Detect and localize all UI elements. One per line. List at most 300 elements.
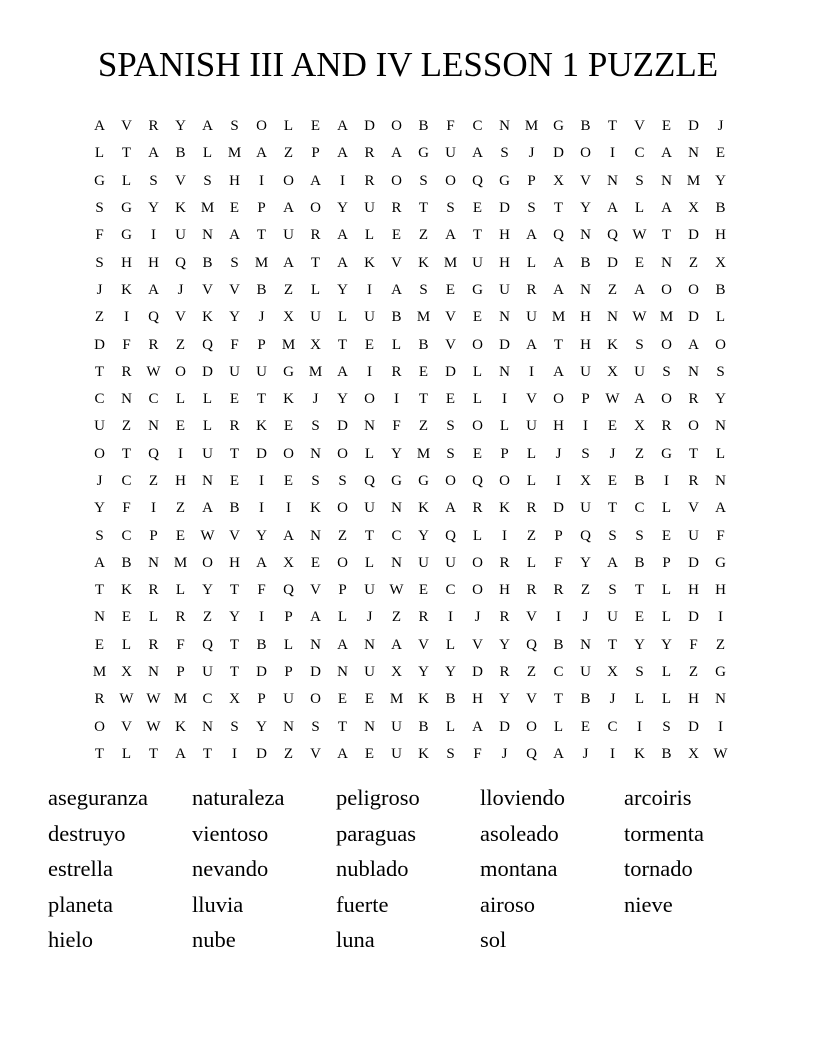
grid-letter: K [499,500,510,517]
grid-letter: W [119,691,134,708]
grid-letter: B [202,254,213,271]
grid-letter: K [634,745,645,762]
grid-letter: M [416,445,431,462]
grid-letter: S [527,200,536,217]
grid-letter: E [418,363,429,380]
grid-letter: D [310,664,321,681]
grid-letter: Y [499,636,510,653]
word-list-item: tornado [624,856,693,881]
grid-letter: P [581,391,590,408]
grid-letter: U [688,527,699,544]
grid-letter: H [688,582,699,599]
grid-letter: U [256,363,267,380]
grid-letter: C [607,718,618,735]
grid-letter: A [553,745,564,762]
grid-letter: O [337,554,348,571]
grid-letter: W [146,691,161,708]
grid-letter: E [580,718,591,735]
grid-letter: D [202,363,213,380]
grid-letter: M [227,145,242,162]
grid-row [86,441,734,468]
grid-letter: E [229,391,240,408]
grid-letter: O [661,336,672,353]
grid-letter: Q [472,172,483,189]
grid-letter: Y [148,200,159,217]
grid-letter: A [688,336,699,353]
grid-letter: D [688,118,699,135]
grid-letter: L [148,609,159,626]
grid-letter: E [445,391,456,408]
grid-letter: U [202,664,213,681]
grid-letter: F [176,636,185,653]
grid-letter: A [607,554,618,571]
grid-letter: T [256,227,267,244]
grid-letter: C [202,691,213,708]
grid-letter: O [688,281,699,298]
grid-letter: A [661,200,672,217]
grid-letter: U [445,145,456,162]
grid-letter: D [499,718,510,735]
grid-letter: D [499,200,510,217]
grid-letter: E [715,145,726,162]
grid-letter: V [310,745,321,762]
grid-letter: T [337,336,348,353]
grid-letter: I [367,363,372,380]
grid-letter: Z [121,418,132,435]
grid-letter: A [310,172,321,189]
grid-letter: M [173,554,188,571]
grid-letter: T [418,200,429,217]
grid-letter: A [607,200,618,217]
grid-letter: Z [526,664,537,681]
grid-letter: L [553,718,564,735]
grid-letter: H [499,254,510,271]
grid-letter: Y [337,391,348,408]
grid-letter: N [580,636,591,653]
grid-letter: E [445,281,456,298]
grid-letter: A [661,145,672,162]
grid-letter: Y [256,527,267,544]
grid-letter: O [256,118,267,135]
grid-letter: I [556,609,561,626]
grid-letter: F [95,227,104,244]
grid-letter: G [283,363,294,380]
grid-letter: O [580,145,591,162]
grid-letter: E [337,691,348,708]
grid-letter: Y [94,500,105,517]
grid-letter: X [553,172,564,189]
grid-letter: I [367,281,372,298]
grid-letter: A [337,745,348,762]
grid-letter: H [715,227,726,244]
grid-letter: D [445,363,456,380]
grid-letter: I [610,745,615,762]
grid-letter: L [364,554,375,571]
grid-letter: R [121,363,132,380]
grid-letter: B [634,473,645,489]
grid-row [86,140,734,167]
grid-letter: H [121,254,132,271]
grid-letter: G [472,281,483,298]
grid-letter: M [551,309,566,326]
grid-letter: D [553,145,564,162]
grid-letter: J [609,445,616,462]
grid-row [86,550,734,577]
grid-letter: U [580,500,591,517]
grid-letter: B [715,281,726,298]
grid-letter: V [526,609,537,626]
grid-letter: Z [580,582,591,599]
word-list-item: planeta [48,891,113,917]
grid-letter: Q [364,473,375,489]
grid-letter: Y [418,664,429,681]
grid-letter: X [580,473,591,489]
grid-letter: H [148,254,159,271]
grid-letter: X [634,418,645,435]
grid-letter: O [688,418,699,435]
grid-letter: B [391,309,402,326]
grid-letter: R [148,636,159,653]
grid-row [86,604,734,631]
grid-letter: Z [337,527,348,544]
grid-letter: B [121,554,132,571]
grid-letter: N [148,664,159,681]
grid-letter: S [203,172,212,189]
grid-letter: D [688,309,699,326]
grid-letter: I [259,609,264,626]
grid-letter: F [716,527,725,544]
grid-letter: J [96,281,103,298]
word-list-item: arcoiris [624,785,692,810]
grid-letter: A [283,254,294,271]
grid-letter: Z [688,664,699,681]
grid-letter: A [337,254,348,271]
grid-letter: R [553,582,564,599]
grid-letter: A [337,363,348,380]
grid-letter: N [364,718,375,735]
grid-letter: K [202,309,213,326]
grid-letter: V [580,172,591,189]
grid-letter: O [202,554,213,571]
grid-letter: C [634,500,645,517]
grid-letter: K [256,418,267,435]
grid-letter: T [229,445,240,462]
grid-letter: V [634,118,645,135]
grid-letter: A [391,281,402,298]
grid-letter: D [688,718,699,735]
grid-letter: J [717,118,724,135]
grid-letter: W [605,391,620,408]
grid-letter: G [715,664,726,681]
grid-letter: L [445,636,456,653]
grid-letter: U [580,363,591,380]
grid-letter: R [391,200,402,217]
word-list-item: aseguranza [48,785,148,810]
grid-letter: Y [715,391,726,408]
grid-letter: Z [715,636,726,653]
grid-letter: X [688,745,699,762]
grid-letter: J [501,745,508,762]
grid-letter: S [635,664,644,681]
grid-letter: D [472,664,483,681]
grid-letter: C [121,527,132,544]
grid-letter: Z [391,609,402,626]
grid-letter: Y [229,609,240,626]
word-list-item: asoleado [480,820,559,846]
word-list-item: estrella [48,856,113,881]
grid-letter: S [149,172,158,189]
grid-letter: B [715,200,726,217]
grid-letter: L [526,254,537,271]
grid-letter: T [553,336,564,353]
grid-letter: M [686,172,701,189]
grid-letter: R [418,609,429,626]
grid-letter: P [338,582,347,599]
grid-letter: A [337,636,348,653]
grid-letter: S [311,418,320,435]
grid-letter: O [175,363,186,380]
grid-letter: N [202,473,213,489]
grid-letter: R [148,118,159,135]
grid-letter: L [94,145,105,162]
grid-letter: R [499,609,510,626]
grid-letter: T [337,718,348,735]
grid-letter: D [256,664,267,681]
grid-letter: S [230,254,239,271]
grid-letter: E [94,636,105,653]
grid-letter: V [175,309,186,326]
grid-letter: V [202,281,213,298]
grid-letter: A [715,500,726,517]
grid-letter: A [94,554,105,571]
grid-letter: N [607,172,618,189]
grid-letter: O [661,281,672,298]
grid-letter: N [661,172,672,189]
grid-letter: T [661,227,672,244]
grid-letter: O [526,718,537,735]
grid-letter: E [229,473,240,489]
grid-letter: L [526,445,537,462]
grid-letter: N [202,227,213,244]
word-list-item: vientoso [192,820,269,846]
grid-letter: G [661,445,672,462]
grid-letter: E [310,554,321,571]
grid-letter: O [472,418,483,435]
grid-letter: Z [283,145,294,162]
grid-letter: E [472,309,483,326]
grid-letter: M [281,336,296,353]
grid-letter: T [553,200,564,217]
grid-letter: O [661,391,672,408]
grid-letter: S [716,363,725,380]
grid-letter: T [121,145,132,162]
grid-letter: D [553,500,564,517]
grid-letter: E [364,336,375,353]
grid-letter: R [310,227,321,244]
grid-letter: Z [526,527,537,544]
grid-letter: R [688,473,699,489]
grid-row [86,741,734,768]
grid-letter: D [337,418,348,435]
grid-letter: Q [148,309,159,326]
grid-letter: R [526,500,537,517]
grid-letter: N [121,391,132,408]
grid-letter: N [202,718,213,735]
grid-letter: I [259,500,264,517]
grid-letter: U [526,418,537,435]
letter-grid [86,113,734,768]
grid-letter: M [443,254,458,271]
grid-letter: K [418,691,429,708]
grid-letter: U [229,363,240,380]
grid-letter: E [175,527,186,544]
grid-letter: Y [580,200,591,217]
grid-letter: P [662,554,671,571]
grid-letter: U [634,363,645,380]
grid-letter: V [526,391,537,408]
grid-letter: G [121,200,132,217]
word-list-item: naturaleza [192,785,285,810]
grid-letter: F [257,582,266,599]
grid-letter: R [364,145,375,162]
grid-letter: P [149,527,158,544]
grid-letter: N [283,718,294,735]
grid-letter: S [419,172,428,189]
grid-letter: U [283,691,294,708]
grid-letter: K [607,336,618,353]
grid-letter: W [632,227,647,244]
grid-letter: I [394,391,399,408]
grid-letter: T [634,582,645,599]
grid-letter: S [608,582,617,599]
grid-letter: E [283,418,294,435]
grid-row [86,632,734,659]
grid-letter: N [580,281,591,298]
grid-letter: S [311,473,320,489]
word-list [48,780,768,958]
grid-letter: O [472,336,483,353]
grid-letter: X [607,363,618,380]
grid-letter: L [715,445,726,462]
grid-letter: S [230,718,239,735]
grid-letter: X [310,336,321,353]
grid-letter: Z [175,500,186,517]
grid-letter: B [256,281,267,298]
grid-letter: N [499,309,510,326]
grid-letter: B [553,636,564,653]
grid-letter: O [445,172,456,189]
grid-letter: K [418,500,429,517]
grid-letter: T [418,391,429,408]
grid-letter: N [499,118,510,135]
grid-letter: U [364,200,375,217]
grid-letter: U [175,227,186,244]
grid-letter: I [610,145,615,162]
grid-letter: B [580,254,591,271]
grid-letter: Q [175,254,186,271]
grid-letter: I [124,309,129,326]
grid-letter: Q [526,636,537,653]
grid-letter: K [418,254,429,271]
grid-letter: L [364,227,375,244]
grid-letter: I [259,473,264,489]
grid-letter: N [688,145,699,162]
grid-letter: A [553,363,564,380]
grid-letter: S [446,200,455,217]
grid-letter: U [445,554,456,571]
grid-letter: P [257,336,266,353]
grid-letter: Y [634,636,645,653]
grid-letter: D [688,227,699,244]
grid-letter: A [202,118,213,135]
grid-letter: Z [607,281,618,298]
grid-letter: P [527,172,536,189]
grid-letter: N [715,473,726,489]
grid-letter: S [446,445,455,462]
grid-letter: L [634,200,645,217]
grid-letter: N [499,363,510,380]
grid-letter: N [391,554,402,571]
grid-letter: B [418,718,429,735]
grid-letter: Y [391,445,402,462]
grid-letter: O [445,473,456,489]
grid-letter: L [202,145,213,162]
grid-letter: L [472,391,483,408]
grid-letter: H [715,582,726,599]
grid-letter: L [391,336,402,353]
grid-letter: I [502,527,507,544]
grid-letter: A [310,609,321,626]
grid-letter: R [229,418,240,435]
grid-letter: N [661,254,672,271]
grid-letter: W [713,745,728,762]
grid-letter: J [555,445,562,462]
grid-letter: S [446,418,455,435]
grid-letter: L [337,309,348,326]
grid-letter: U [499,281,510,298]
word-list-item: airoso [480,891,535,917]
word-list-item: montana [480,856,558,881]
grid-letter: J [474,609,481,626]
grid-letter: J [366,609,373,626]
grid-letter: A [202,500,213,517]
grid-row [86,113,734,140]
grid-letter: A [229,227,240,244]
grid-letter: O [364,391,375,408]
word-list-item: luna [336,927,375,952]
grid-letter: R [148,582,159,599]
grid-letter: N [580,227,591,244]
word-list-item: nube [192,927,236,952]
grid-letter: U [580,664,591,681]
grid-row [86,331,734,358]
grid-letter: A [445,500,456,517]
grid-letter: K [121,582,132,599]
grid-letter: C [94,391,105,408]
grid-row [86,359,734,386]
grid-letter: Q [148,445,159,462]
grid-letter: V [445,336,456,353]
grid-letter: Q [472,473,483,489]
grid-letter: X [715,254,726,271]
grid-letter: I [259,172,264,189]
grid-letter: B [580,118,591,135]
grid-letter: T [553,691,564,708]
grid-letter: V [472,636,483,653]
grid-letter: N [94,609,105,626]
grid-letter: U [202,445,213,462]
grid-letter: N [364,636,375,653]
